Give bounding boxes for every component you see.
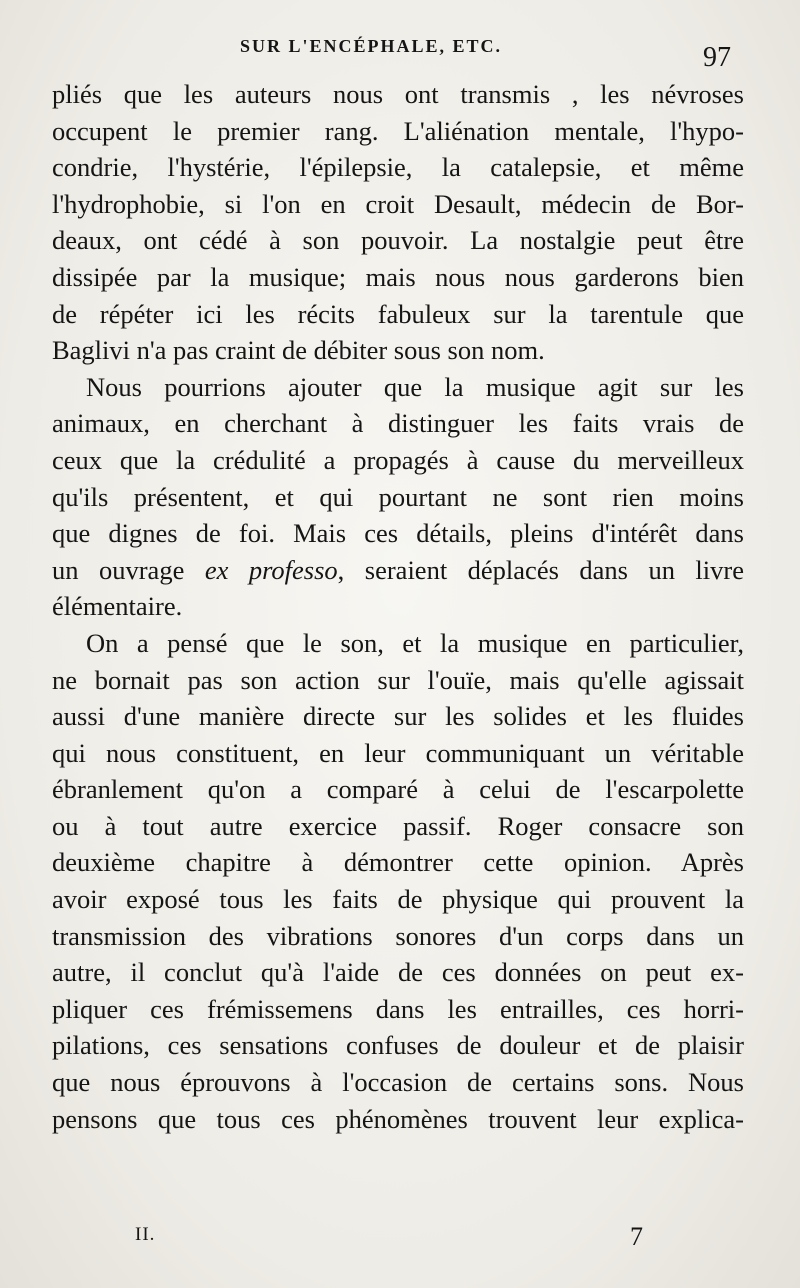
text-line: dissipée par la musique; mais nous nous garderons bien bbox=[52, 261, 744, 292]
body-text bbox=[52, 76, 744, 1137]
text-line: l'hydrophobie, si l'on en croit Desault, médecin de Bor- bbox=[52, 188, 744, 219]
text-line: occupent le premier rang. L'aliénation mentale, l'hypo- bbox=[52, 115, 744, 146]
text-line: autre, il conclut qu'à l'aide de ces données on peut ex- bbox=[52, 957, 744, 988]
text-line: pliquer ces frémissemens dans les entrailles, ces horri- bbox=[52, 993, 744, 1024]
text-line: ceux que la crédulité a propagés à cause du merveilleux bbox=[52, 444, 744, 475]
text-line: Nous pourrions ajouter que la musique agit sur les bbox=[86, 371, 744, 402]
text-line: deuxième chapitre à démontrer cette opinion. Après bbox=[52, 847, 744, 878]
text-line: On a pensé que le son, et la musique en particulier, bbox=[86, 627, 744, 658]
text-line: deaux, ont cédé à son pouvoir. La nostalgie peut être bbox=[52, 225, 744, 256]
text-line bbox=[52, 552, 744, 589]
text-line: ou à tout autre exercice passif. Roger consacre son bbox=[52, 810, 744, 841]
text-line: pensons que tous ces phénomènes trouvent leur explica- bbox=[52, 1103, 744, 1134]
text-line: pliés que les auteurs nous ont transmis , les névroses bbox=[52, 79, 744, 109]
text-line: Baglivi n'a pas craint de débiter sous son nom. bbox=[52, 335, 545, 366]
text-line: condrie, l'hystérie, l'épilepsie, la catalepsie, et même bbox=[52, 152, 744, 183]
volume-mark: II. bbox=[135, 1224, 156, 1245]
text-line: ébranlement qu'on a comparé à celui de l'escarpolette bbox=[52, 774, 744, 805]
text-line: que nous éprouvons à l'occasion de certains sons. Nous bbox=[52, 1067, 744, 1098]
running-title: SUR L'ENCÉPHALE, ETC. bbox=[240, 36, 503, 56]
text-line: pilations, ces sensations confuses de douleur et de plaisir bbox=[52, 1030, 744, 1061]
signature-mark: 7 bbox=[630, 1222, 643, 1251]
italic-phrase: ex professo bbox=[204, 554, 338, 585]
text-line: de répéter ici les récits fabuleux sur la tarentule que bbox=[52, 298, 744, 329]
text-line: ne bornait pas son action sur l'ouïe, mais qu'elle agissait bbox=[52, 664, 744, 695]
page-number: 97 bbox=[703, 42, 731, 73]
text-line: élémentaire. bbox=[52, 591, 183, 622]
text-segment: , seraient déplacés dans un livre bbox=[337, 554, 744, 585]
text-segment: un ouvrage bbox=[52, 554, 205, 585]
text-line: aussi d'une manière directe sur les solides et les fluides bbox=[52, 701, 744, 732]
text-line: qui nous constituent, en leur communiquant un véritable bbox=[52, 737, 744, 768]
text-line: avoir exposé tous les faits de physique qui prouvent la bbox=[52, 884, 744, 915]
text-line: transmission des vibrations sonores d'un corps dans un bbox=[52, 920, 744, 951]
text-line: que dignes de foi. Mais ces détails, pleins d'intérêt dans bbox=[52, 518, 744, 549]
text-line: qu'ils présentent, et qui pourtant ne sont rien moins bbox=[52, 481, 744, 512]
text-line: animaux, en cherchant à distinguer les faits vrais de bbox=[52, 408, 744, 439]
